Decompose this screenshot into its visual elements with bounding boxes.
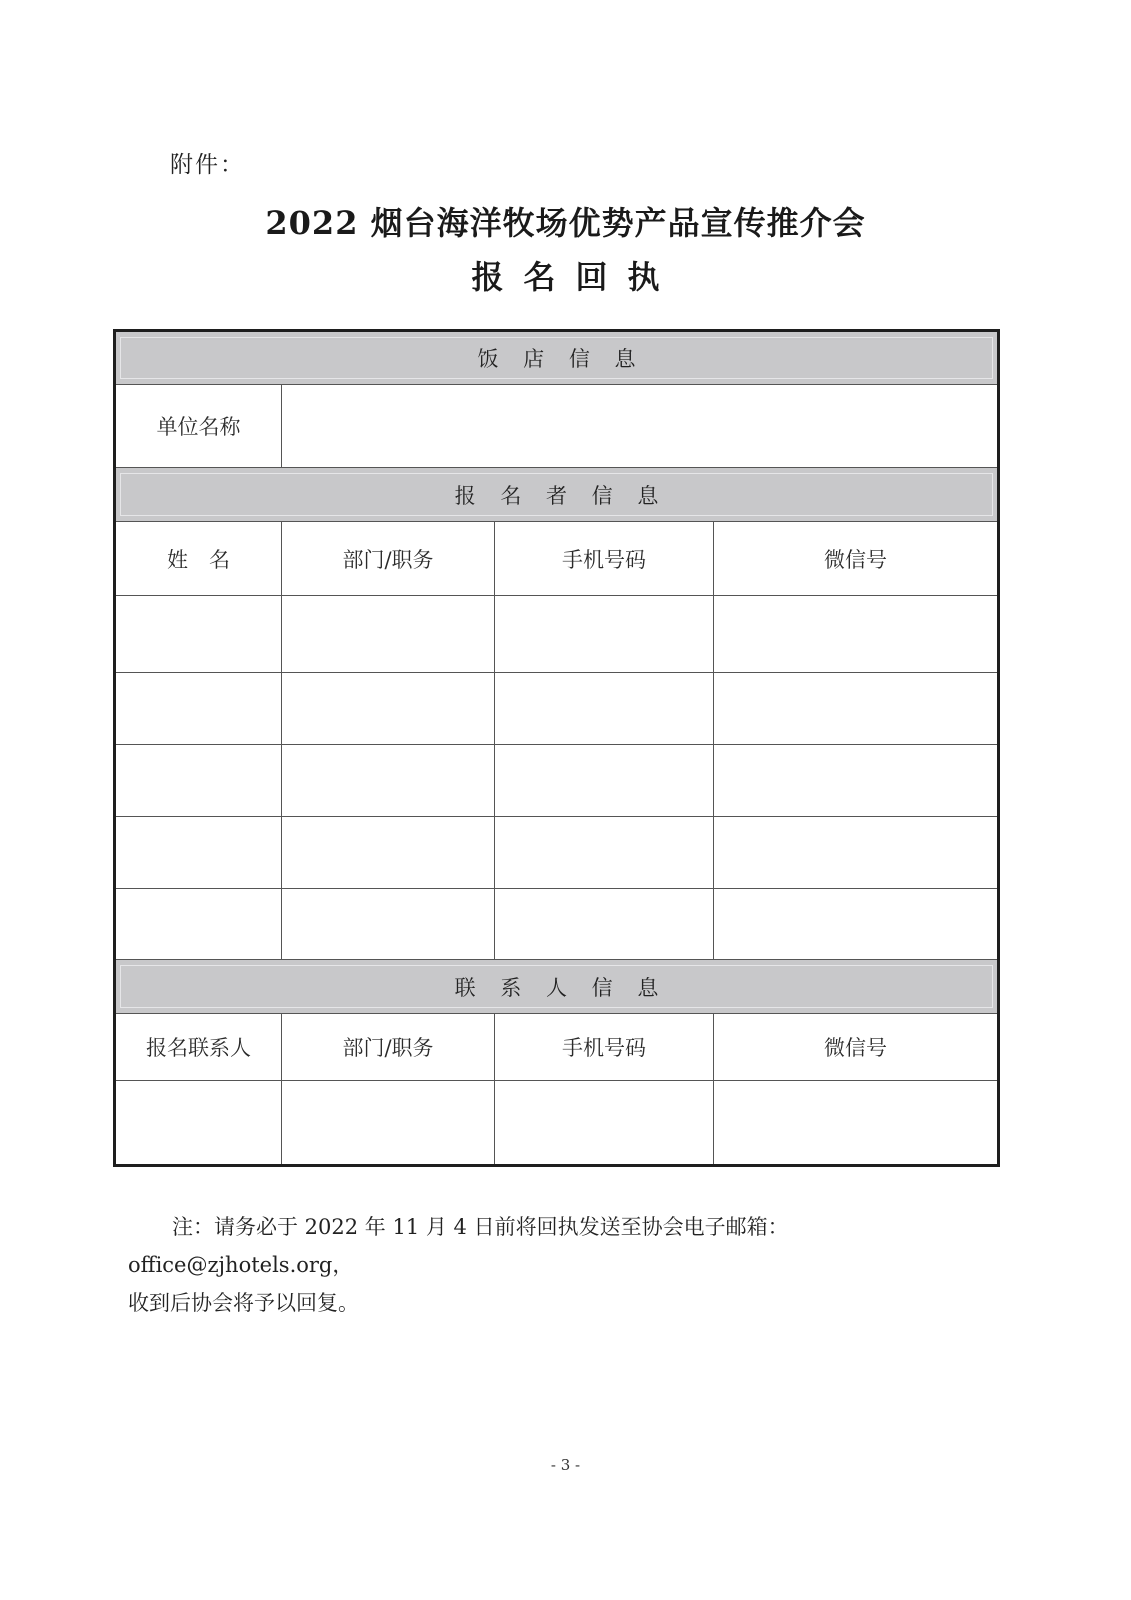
registrant-wechat-field[interactable]: [714, 889, 997, 959]
registrant-department-field[interactable]: [282, 889, 495, 959]
registrant-wechat-field[interactable]: [714, 596, 997, 672]
registrant-name-field[interactable]: [116, 745, 282, 816]
registrant-wechat-field[interactable]: [714, 673, 997, 744]
table-row: [116, 1081, 997, 1164]
registrant-department-field[interactable]: [282, 596, 495, 672]
column-header-name: 姓 名: [116, 522, 282, 595]
registrant-column-headers: [116, 522, 997, 596]
contact-wechat-field[interactable]: [714, 1081, 997, 1164]
hotel-info-heading: 饭 店 信 息: [477, 347, 645, 371]
contact-department-field[interactable]: [282, 1081, 495, 1164]
registrant-name-field[interactable]: [116, 596, 282, 672]
column-header-department: 部门/职务: [282, 522, 495, 595]
registrant-name-field[interactable]: [116, 817, 282, 888]
column-header-phone: 手机号码: [495, 522, 714, 595]
column-header-wechat: 微信号: [824, 547, 887, 572]
attachment-label: 附件：: [170, 152, 245, 178]
column-header-phone: 手机号码: [495, 1014, 714, 1080]
table-row: [116, 817, 997, 889]
table-row: [116, 596, 997, 673]
registrant-phone-field[interactable]: [495, 817, 714, 888]
registrant-name-field[interactable]: [116, 889, 282, 959]
registrant-info-section-header: [116, 468, 997, 522]
column-header-contact-person: 报名联系人: [116, 1014, 282, 1080]
document-title: 2022 烟台海洋牧场优势产品宣传推介会: [265, 204, 866, 242]
note-line-1: 注：请务必于 2022 年 11 月 4 日前将回执发送至协会电子邮箱：office@zjhotels.org，: [128, 1215, 789, 1277]
registrant-name-field[interactable]: [116, 673, 282, 744]
column-header-wechat: 微信号: [824, 1036, 887, 1060]
registrant-info-heading: 报 名 者 信 息: [454, 483, 668, 508]
registrant-department-field[interactable]: [282, 817, 495, 888]
registrant-phone-field[interactable]: [495, 889, 714, 959]
registrant-phone-field[interactable]: [495, 673, 714, 744]
table-row: [116, 745, 997, 817]
registration-form-table: [113, 329, 1000, 1167]
registrant-wechat-field[interactable]: [714, 745, 997, 816]
contact-phone-field[interactable]: [495, 1081, 714, 1164]
contact-info-section-header: [116, 960, 997, 1014]
unit-name-row: [116, 385, 997, 468]
registrant-phone-field[interactable]: [495, 596, 714, 672]
submission-note: [128, 1208, 1008, 1322]
hotel-info-section-header: [116, 332, 997, 385]
registrant-department-field[interactable]: [282, 673, 495, 744]
registrant-phone-field[interactable]: [495, 745, 714, 816]
note-line-2: 收到后协会将予以回复。: [128, 1291, 359, 1315]
column-header-department: 部门/职务: [282, 1014, 495, 1080]
registrant-wechat-field[interactable]: [714, 817, 997, 888]
contact-column-headers: [116, 1014, 997, 1081]
registrant-department-field[interactable]: [282, 745, 495, 816]
contact-person-field[interactable]: [116, 1081, 282, 1164]
unit-name-label: 单位名称: [116, 385, 282, 467]
table-row: [116, 889, 997, 960]
contact-info-heading: 联 系 人 信 息: [454, 975, 668, 1000]
document-subtitle: 报名回执: [471, 258, 680, 296]
unit-name-field[interactable]: [282, 385, 997, 467]
page-number: - 3 -: [550, 1456, 581, 1474]
table-row: [116, 673, 997, 745]
